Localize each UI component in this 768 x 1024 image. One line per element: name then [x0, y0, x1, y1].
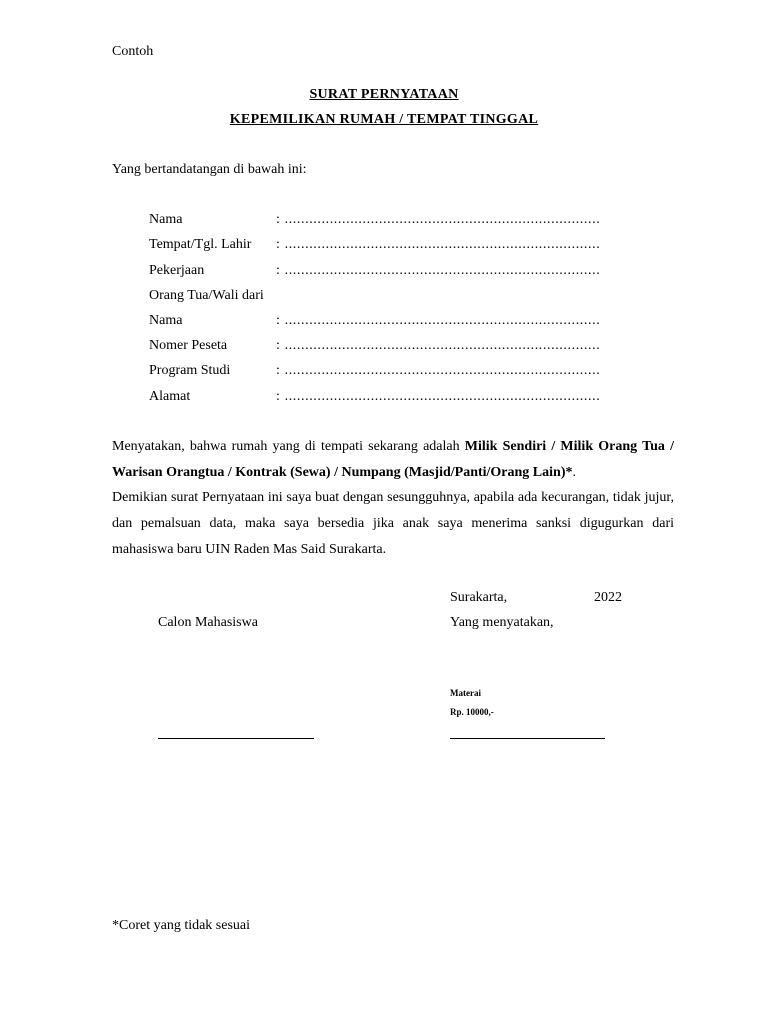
- signature-place: Surakarta,: [450, 590, 508, 605]
- left-signature-line: [158, 738, 314, 739]
- statement-suffix: .: [572, 465, 576, 480]
- footnote: *Coret yang tidak sesuai: [112, 918, 251, 933]
- document-title: SURAT PERNYATAAN: [309, 87, 459, 102]
- intro-text: Yang bertandatangan di bawah ini:: [112, 162, 307, 177]
- statement-prefix: Menyatakan, bahwa rumah yang di tempati sekarang adalah: [112, 439, 465, 454]
- right-signature-line: [450, 738, 605, 739]
- field-label-pekerjaan: Pekerjaan: [149, 263, 205, 278]
- field-blank-nama: : .............................................................................: [276, 212, 601, 227]
- stamp-amount: Rp. 10000,-: [450, 707, 494, 717]
- field-label-nama-wali: Nama: [149, 313, 183, 328]
- document-label: Contoh: [112, 44, 154, 59]
- field-label-tempat-tgl-lahir: Tempat/Tgl. Lahir: [149, 237, 252, 252]
- field-blank-pekerjaan: : .............................................................................: [276, 263, 601, 278]
- field-blank-nama-wali: : .............................................................................: [276, 313, 601, 328]
- right-signatory-label: Yang menyatakan,: [450, 615, 554, 630]
- field-label-nama: Nama: [149, 212, 183, 227]
- field-blank-alamat: : .............................................................................: [276, 389, 601, 404]
- signature-year: 2022: [594, 590, 622, 605]
- left-signatory-label: Calon Mahasiswa: [158, 615, 258, 630]
- field-blank-tempat-tgl-lahir: : .............................................................................: [276, 237, 601, 252]
- statement-paragraph: [112, 434, 674, 486]
- field-label-alamat: Alamat: [149, 389, 191, 404]
- field-label-program-studi: Program Studi: [149, 363, 231, 378]
- document-subtitle: KEPEMILIKAN RUMAH / TEMPAT TINGGAL: [229, 112, 539, 127]
- field-label-nomer-peseta: Nomer Peseta: [149, 338, 228, 353]
- stamp-label: Materai: [450, 688, 481, 698]
- field-label-orang-tua-wali: Orang Tua/Wali dari: [149, 288, 264, 303]
- statement-options: Milik Sendiri / Milik Orang Tua / Warisan Orangtua / Kontrak (Sewa) / Numpang (Masjid/Panti/Orang Lain)*: [112, 439, 674, 480]
- field-blank-nomer-peseta: : .............................................................................: [276, 338, 601, 353]
- closing-paragraph: Demikian surat Pernyataan ini saya buat dengan sesungguhnya, apabila ada kecurangan, tidak jujur, dan pemalsuan data, maka saya bersedia jika anak saya menerima sanksi digugurkan dari mahasiswa baru UIN Raden Mas Said Surakarta.: [112, 490, 674, 557]
- field-blank-program-studi: : .............................................................................: [276, 363, 601, 378]
